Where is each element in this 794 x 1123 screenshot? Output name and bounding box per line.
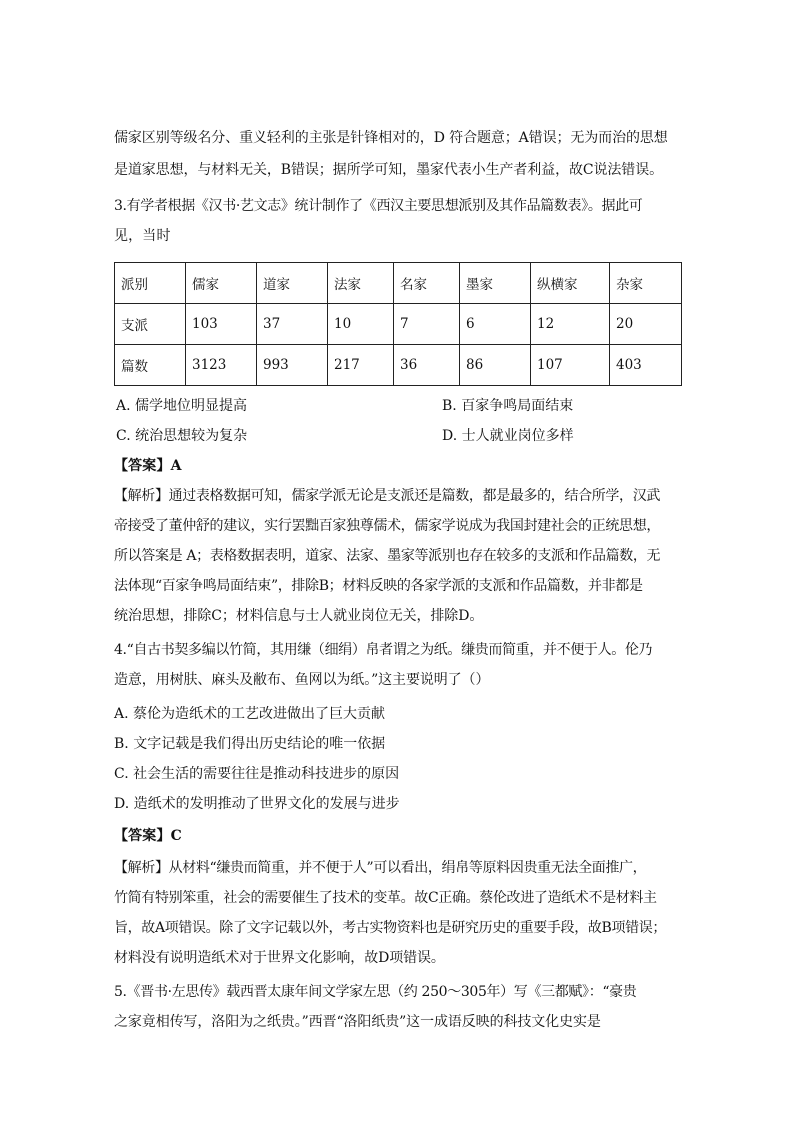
analysis-line: 竹简有特别笨重，社会的需要催生了技术的变革。故C正确。蔡伦改进了造纸术不是材料主	[114, 890, 657, 906]
option-d: D. 造纸术的发明推动了世界文化的发展与进步	[114, 796, 400, 812]
analysis-line: 【解析】通过表格数据可知，儒家学派无论是支派还是篇数，都是最多的，结合所学，汉武	[114, 488, 660, 504]
question-5-stem-cont: 之家竟相传写，洛阳为之纸贵。”西晋“洛阳纸贵”这一成语反映的科技文化史实是	[114, 1014, 601, 1030]
table-cell: 403	[610, 345, 682, 386]
question-4-stem: 4.“自古书契多编以竹简，其用缣（细绢）帛者谓之为纸。缣贵而简重，并不便于人。伦乃	[114, 642, 653, 658]
option-d: D. 士人就业岗位多样	[442, 428, 574, 444]
table-row-header	[115, 263, 682, 304]
analysis-line: 【解析】从材料“缣贵而简重，并不便于人”可以看出，绢帛等原料因贵重无法全面推广，	[114, 860, 647, 876]
table-cell: 993	[257, 345, 328, 386]
table-cell: 儒家	[186, 263, 257, 304]
question-3-stem-cont: 见，当时	[114, 228, 171, 244]
answer-label: 【答案】A	[114, 458, 182, 474]
table-cell: 7	[394, 304, 460, 345]
option-b: B. 文字记载是我们得出历史结论的唯一依据	[114, 736, 386, 752]
option-c: C. 统治思想较为复杂	[116, 428, 248, 444]
option-b: B. 百家争鸣局面结束	[442, 398, 574, 414]
table-cell: 纵横家	[531, 263, 610, 304]
table-cell: 法家	[328, 263, 394, 304]
table-cell: 名家	[394, 263, 460, 304]
analysis-line: 统治思想，排除C；材料信息与士人就业岗位无关，排除D。	[114, 608, 484, 624]
table-row	[115, 345, 682, 386]
option-a: A. 蔡伦为造纸术的工艺改进做出了巨大贡献	[114, 706, 386, 722]
table-cell: 36	[394, 345, 460, 386]
question-5-stem: 5.《晋书·左思传》载西晋太康年间文学家左思（约 250～305年）写《三都赋》：“豪贵	[114, 984, 637, 1000]
table-cell: 支派	[115, 304, 186, 345]
option-a: A. 儒学地位明显提高	[116, 398, 248, 414]
table-cell: 墨家	[460, 263, 531, 304]
table-cell: 217	[328, 345, 394, 386]
sect-table	[114, 262, 682, 386]
table-cell: 篇数	[115, 345, 186, 386]
table-cell: 杂家	[610, 263, 682, 304]
table-cell: 20	[610, 304, 682, 345]
question-3-stem: 3.有学者根据《汉书·艺文志》统计制作了《西汉主要思想派别及其作品篇数表》。据此可	[114, 198, 643, 214]
answer-label: 【答案】C	[114, 828, 182, 844]
question-4-stem-cont: 造意，用树肤、麻头及敝布、鱼网以为纸。”这主要说明了（）	[114, 672, 490, 688]
table-row	[115, 304, 682, 345]
table-cell: 12	[531, 304, 610, 345]
table-cell: 103	[186, 304, 257, 345]
paragraph-line: 是道家思想，与材料无关，B错误；据所学可知，墨家代表小生产者利益，故C说法错误。	[114, 162, 663, 178]
analysis-line: 所以答案是 A；表格数据表明，道家、法家、墨家等派别也存在较多的支派和作品篇数，无	[114, 548, 661, 564]
table-cell: 6	[460, 304, 531, 345]
analysis-line: 旨，故A项错误。除了文字记载以外，考古实物资料也是研究历史的重要手段，故B项错误；	[114, 920, 667, 936]
table-cell: 3123	[186, 345, 257, 386]
option-c: C. 社会生活的需要往往是推动科技进步的原因	[114, 766, 400, 782]
analysis-line: 法体现“百家争鸣局面结束”，排除B；材料反映的各家学派的支派和作品篇数，并非都是	[114, 578, 643, 594]
table-cell: 37	[257, 304, 328, 345]
paragraph-line: 儒家区别等级名分、重义轻利的主张是针锋相对的，D 符合题意；A错误；无为而治的思想	[114, 130, 668, 146]
table-cell: 道家	[257, 263, 328, 304]
table-cell: 86	[460, 345, 531, 386]
table-cell: 10	[328, 304, 394, 345]
analysis-line: 材料没有说明造纸术对于世界文化影响，故D项错误。	[114, 950, 445, 966]
table-cell: 107	[531, 345, 610, 386]
analysis-line: 帝接受了董仲舒的建议，实行罢黜百家独尊儒术，儒家学说成为我国封建社会的正统思想，	[114, 518, 660, 534]
table-cell: 派别	[115, 263, 186, 304]
